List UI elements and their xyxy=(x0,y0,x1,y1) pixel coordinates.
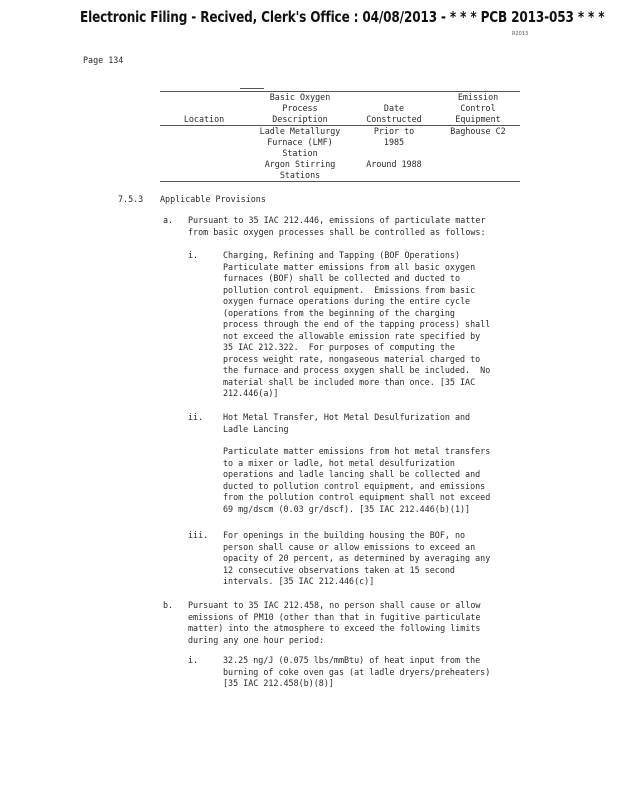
table-header-row xyxy=(160,92,520,126)
para-b-label: b. xyxy=(163,600,174,610)
sub-iii-label: iii. xyxy=(188,530,209,540)
sub-b-i-text: 32.25 ng/J (0.075 lbs/mmBtu) of heat input from the burning of coke oven gas (at ladle dryers/preheaters) [35 IAC 212.458(b)(8)] xyxy=(223,655,491,688)
filing-header: Electronic Filing - Recived, Clerk's Office : 04/08/2013 - * * * PCB 2013-053 * * * xyxy=(80,8,605,26)
sub-i-label: i. xyxy=(188,250,199,260)
cell-location xyxy=(160,159,248,182)
cell-description: Argon Stirring Stations xyxy=(264,159,336,180)
cell-description: Ladle Metallurgy Furnace (LMF) Station xyxy=(259,126,341,158)
page-number: Page 134 xyxy=(83,55,124,65)
cell-equipment xyxy=(436,159,520,182)
section-title: Applicable Provisions xyxy=(160,194,266,204)
table-top-tick xyxy=(240,88,264,89)
para-a-text: Pursuant to 35 IAC 212.446, emissions of particulate matter from basic oxygen processes shall be controlled as follows: xyxy=(188,215,486,237)
sub-iii-text: For openings in the building housing the BOF, no person shall cause or allow emissions to exceed an opacity of 20 percent, as determined by averaging any 12 consecutive observations taken at 15 second intervals. [35 IAC 212.446(c)] xyxy=(223,530,491,586)
cell-date: Prior to 1985 xyxy=(373,126,415,147)
header-location: Location xyxy=(160,92,248,126)
sub-b-i-label: i. xyxy=(188,655,199,665)
sub-ii-title: Hot Metal Transfer, Hot Metal Desulfurization and Ladle Lancing xyxy=(223,412,471,434)
table-row xyxy=(160,159,520,182)
section-number: 7.5.3 xyxy=(118,194,144,204)
header-description: Basic Oxygen Process Description xyxy=(248,92,352,126)
table-row xyxy=(160,126,520,160)
para-b-text: Pursuant to 35 IAC 212.458, no person shall cause or allow emissions of PM10 (other than that in fugitive particulate matter) into the atmosphere to exceed the following limits during any one hour period: xyxy=(188,600,481,645)
sub-ii-text: Particulate matter emissions from hot metal transfers to a mixer or ladle, hot metal desulfurization operations and ladle lancing shall be collected and ducted to pollution control equipment, and emissions from the pollution control equipment shall not exceed 69 mg/dscm (0.03 gr/dscf). [35 IAC 212.446(b)(1)] xyxy=(223,446,491,514)
header-equipment: Emission Control Equipment xyxy=(436,92,520,126)
filing-stamp: R2013 xyxy=(512,31,529,37)
cell-date: Around 1988 xyxy=(366,159,422,169)
para-a-label: a. xyxy=(163,215,174,225)
sub-ii-label: ii. xyxy=(188,412,204,422)
sub-i-text: Charging, Refining and Tapping (BOF Operations) Particulate matter emissions from all basic oxygen furnaces (BOF) shall be collected and ducted to pollution control equipment. Emissions from basic oxygen furnace operations during the entire cycle (operations from the beginning of the charging process through the end of the tapping process) shall not exceed the allowable emission rate specified by 35 IAC 212.322. For purposes of computing the process weight rate, nongaseous material charged to the furnace and process oxygen shall be included. No material shall be included more than once. [35 IAC 212.446(a)] xyxy=(223,250,491,398)
cell-location xyxy=(160,126,248,160)
header-date: Date Constructed xyxy=(352,92,436,126)
equipment-table xyxy=(160,91,520,182)
cell-equipment: Baghouse C2 xyxy=(450,126,506,136)
